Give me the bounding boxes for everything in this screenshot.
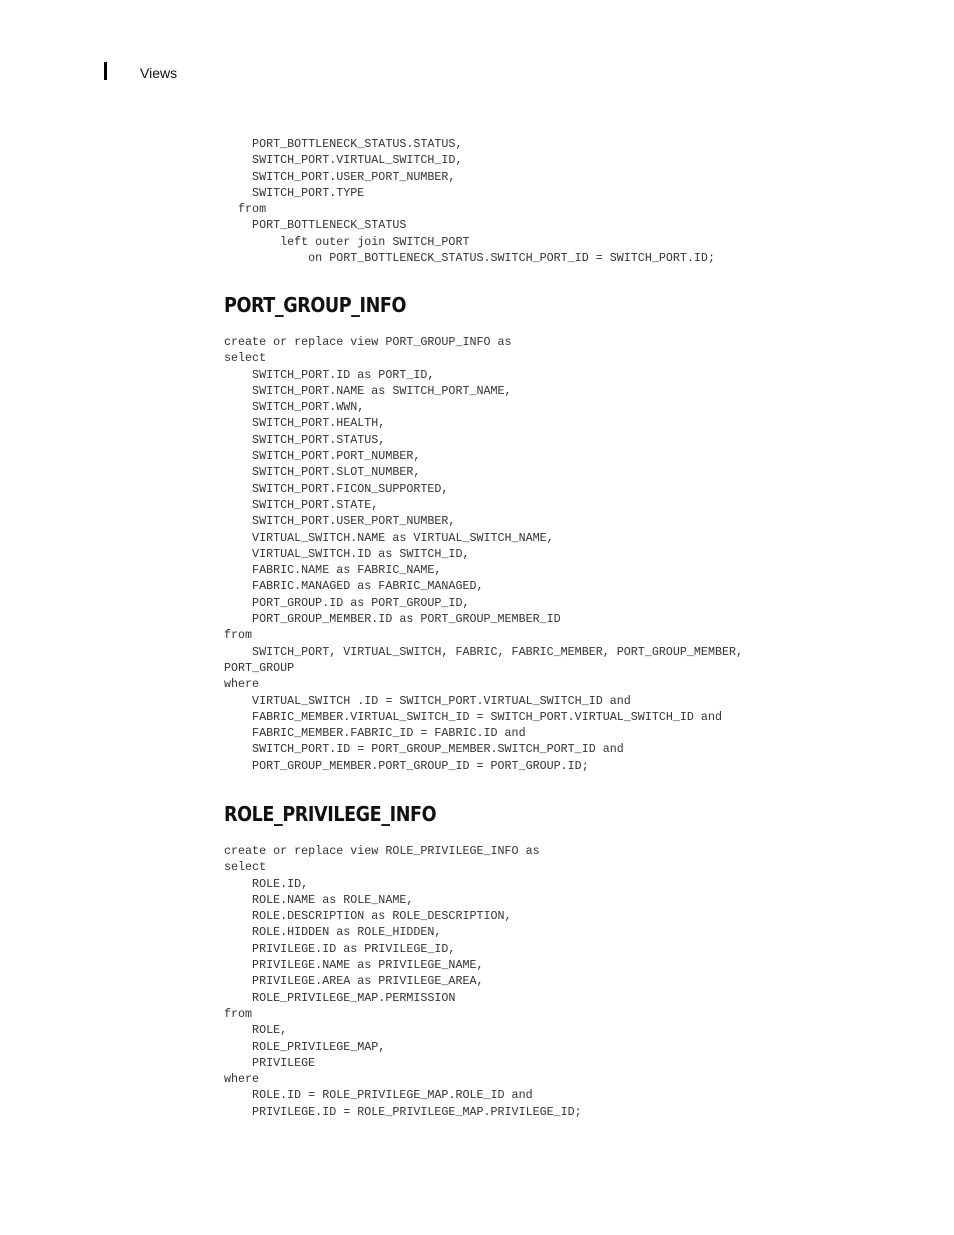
section-title-role-privilege-info: ROLE_PRIVILEGE_INFO — [224, 802, 437, 826]
code-block-port-group-info: create or replace view PORT_GROUP_INFO as select SWITCH_PORT.ID as PORT_ID, SWITCH_PORT.NAME as SWITCH_PORT_NAME, SWITCH_PORT.WWN, SWITCH_PORT.HEALTH, SWITCH_PORT.STATUS, SWITCH_PORT.PORT_NUMBER, SWITCH_PORT.SLOT_NUMBER, SWITCH_PORT.FICON_SUPPORTED, SWITCH_PORT.STATE, SWITCH_PORT.USER_PORT_NUMBER, VIRTUAL_SWITCH.NAME as VIRTUAL_SWITCH_NAME, VIRTUAL_SWITCH.ID as SWITCH_ID, FABRIC.NAME as FABRIC_NAME, FABRIC.MANAGED as FABRIC_MANAGED, PORT_GROUP.ID as PORT_GROUP_ID, PORT_GROUP_MEMBER.ID as PORT_GROUP_MEMBER_ID from SWITCH_PORT, VIRTUAL_SWITCH, FABRIC, FABRIC_MEMBER, PORT_GROUP_MEMBER, PORT_GROUP where VIRTUAL_SWITCH .ID = SWITCH_PORT.VIRTUAL_SWITCH_ID and FABRIC_MEMBER.VIRTUAL_SWITCH_ID = SWITCH_PORT.VIRTUAL_SWITCH_ID and FABRIC_MEMBER.FABRIC_ID = FABRIC.ID and SWITCH_PORT.ID = PORT_GROUP_MEMBER.SWITCH_PORT_ID and PORT_GROUP_MEMBER.PORT_GROUP_ID = PORT_GROUP.ID; — [224, 335, 744, 773]
intro-code-block: PORT_BOTTLENECK_STATUS.STATUS, SWITCH_PORT.VIRTUAL_SWITCH_ID, SWITCH_PORT.USER_PORT_NUMBER, SWITCH_PORT.TYPE from PORT_BOTTLENECK_STATUS left outer join SWITCH_PORT on PORT_BOTTLENECK_STATUS.SWITCH_PORT_ID = SWITCH_PORT.ID; — [238, 137, 715, 266]
code-block-role-privilege-info: create or replace view ROLE_PRIVILEGE_INFO as select ROLE.ID, ROLE.NAME as ROLE_NAME, ROLE.DESCRIPTION as ROLE_DESCRIPTION, ROLE.HIDDEN as ROLE_HIDDEN, PRIVILEGE.ID as PRIVILEGE_ID, PRIVILEGE.NAME as PRIVILEGE_NAME, PRIVILEGE.AREA as PRIVILEGE_AREA, ROLE_PRIVILEGE_MAP.PERMISSION from ROLE, ROLE_PRIVILEGE_MAP, PRIVILEGE where ROLE.ID = ROLE_PRIVILEGE_MAP.ROLE_ID and PRIVILEGE.ID = ROLE_PRIVILEGE_MAP.PRIVILEGE_ID; — [224, 844, 582, 1119]
header-rule — [104, 62, 107, 80]
section-title-port-group-info: PORT_GROUP_INFO — [224, 293, 407, 317]
running-header: Views — [140, 65, 178, 81]
